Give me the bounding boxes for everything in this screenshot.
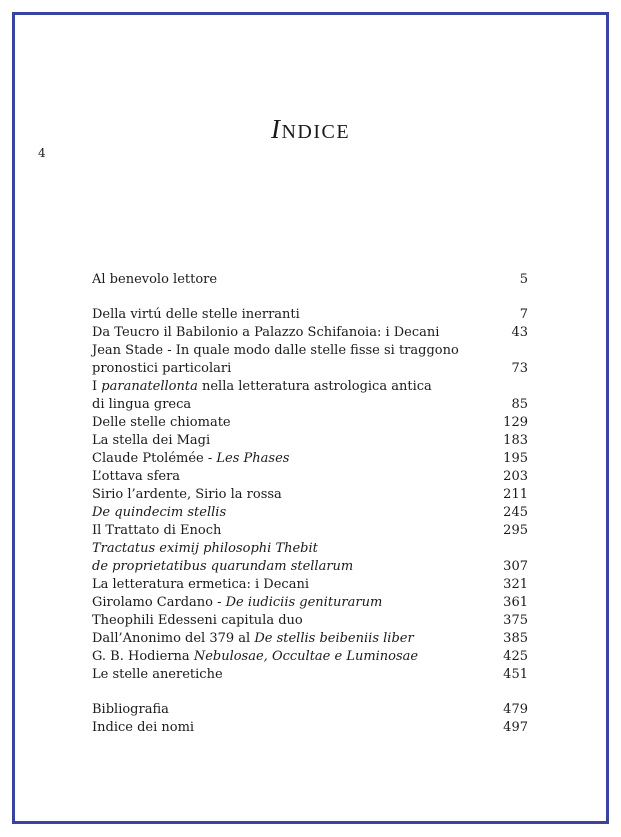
toc-entry-title bbox=[92, 324, 500, 342]
index-title bbox=[0, 114, 621, 145]
toc-entry-page: 245 bbox=[503, 505, 528, 520]
toc-entry-title-text: Claude Ptolémée - bbox=[92, 451, 217, 466]
toc-entry-title-italic: De stellis beibeniis liber bbox=[254, 631, 414, 646]
toc-entry bbox=[92, 450, 528, 468]
toc-entry-title bbox=[92, 396, 500, 414]
toc-entry bbox=[92, 594, 528, 612]
toc-entry-title bbox=[92, 612, 500, 630]
toc-entry-page: 85 bbox=[511, 397, 528, 412]
toc-entry-title-text: pronostici particolari bbox=[92, 361, 232, 376]
toc-entry-page: 497 bbox=[503, 720, 528, 735]
toc-entry-page: 451 bbox=[503, 667, 528, 682]
toc-entry-title bbox=[92, 306, 500, 324]
toc-entry-title-text: Theophili Edesseni capitula duo bbox=[92, 613, 303, 628]
toc-entry-title bbox=[92, 719, 500, 737]
toc-entry bbox=[92, 630, 528, 648]
toc-entry-page: 43 bbox=[511, 325, 528, 340]
toc-entry-title bbox=[92, 666, 500, 684]
toc-entry-title-text: Al benevolo lettore bbox=[92, 272, 218, 287]
toc-entry bbox=[92, 522, 528, 540]
toc-entry-title bbox=[92, 504, 500, 522]
toc-entry bbox=[92, 378, 528, 396]
toc-entry-title-italic: de proprietatibus quarundam stellarum bbox=[92, 559, 354, 574]
toc-entry bbox=[92, 666, 528, 684]
toc-entry-title-italic: Les Phases bbox=[216, 451, 290, 466]
toc-entry bbox=[92, 701, 528, 719]
toc-entry-title bbox=[92, 576, 500, 594]
toc-entry-page: 203 bbox=[503, 469, 528, 484]
toc-entry bbox=[92, 540, 528, 558]
toc-entry bbox=[92, 414, 528, 432]
title-initial: I bbox=[270, 114, 282, 144]
toc-entry-title-text: La letteratura ermetica: i Decani bbox=[92, 577, 309, 592]
toc-entry-page: 5 bbox=[519, 272, 528, 287]
toc-entry-title-italic: De quindecim stellis bbox=[92, 505, 227, 520]
toc-entry-page: 295 bbox=[503, 523, 528, 538]
toc-entry bbox=[92, 558, 528, 576]
toc-entry bbox=[92, 324, 528, 342]
toc-entry-title-text: di lingua greca bbox=[92, 397, 192, 412]
toc-entry-title-italic: paranatellonta bbox=[101, 379, 198, 394]
toc-entry bbox=[92, 360, 528, 378]
toc-entry-title bbox=[92, 630, 500, 648]
toc-entry-page: 479 bbox=[503, 702, 528, 717]
toc-entry-title bbox=[92, 594, 500, 612]
toc-entry-page: 375 bbox=[503, 613, 528, 628]
toc-entry-title-text: Le stelle aneretiche bbox=[92, 667, 223, 682]
toc-entry-title-text: Bibliografia bbox=[92, 702, 169, 717]
toc-entry-title bbox=[92, 522, 500, 540]
toc-entry-page: 321 bbox=[503, 577, 528, 592]
toc-entry-title-italic: De iudiciis geniturarum bbox=[225, 595, 383, 610]
toc-entry bbox=[92, 468, 528, 486]
toc-entry bbox=[92, 504, 528, 522]
toc-entry-title bbox=[92, 432, 500, 450]
toc-entry-title-text: Dall’Anonimo del 379 al bbox=[92, 631, 255, 646]
toc-entry-title-text: Sirio l’ardente, Sirio la rossa bbox=[92, 487, 282, 502]
toc-entry-page: 425 bbox=[503, 649, 528, 664]
toc-entry-title-text: Della virtú delle stelle inerranti bbox=[92, 307, 300, 322]
toc-entry-page: 183 bbox=[503, 433, 528, 448]
toc-entry-title-text: I bbox=[92, 379, 102, 394]
toc-entry-title bbox=[92, 360, 500, 378]
toc-entry bbox=[92, 719, 528, 737]
toc-entry bbox=[92, 342, 528, 360]
toc-entry bbox=[92, 648, 528, 666]
toc-entry-page: 385 bbox=[503, 631, 528, 646]
toc-entry-title-text: Indice dei nomi bbox=[92, 720, 195, 735]
toc-entry bbox=[92, 306, 528, 324]
toc-entry bbox=[92, 432, 528, 450]
toc-entry-title bbox=[92, 468, 500, 486]
toc-entry-title-text: Jean Stade - In quale modo dalle stelle fisse si traggono bbox=[92, 343, 459, 358]
toc-entry-page: 129 bbox=[503, 415, 528, 430]
toc-entry-title-text: L’ottava sfera bbox=[92, 469, 181, 484]
toc-entry-title-text: Girolamo Cardano - bbox=[92, 595, 226, 610]
toc-entry-title bbox=[92, 450, 500, 468]
toc-entry-title-text: Delle stelle chiomate bbox=[92, 415, 231, 430]
toc-entry-title-italic: Nebulosae, Occultae e Luminosae bbox=[193, 649, 419, 664]
toc-entry bbox=[92, 486, 528, 504]
toc-entry-title bbox=[92, 271, 500, 289]
toc-entry-title-italic: Tractatus eximij philosophi Thebit bbox=[92, 541, 318, 556]
toc-entry-title-text: G. B. Hodierna bbox=[92, 649, 194, 664]
toc-entry-page: 211 bbox=[503, 487, 528, 502]
toc-entry-title bbox=[92, 648, 500, 666]
toc-entry-page: 195 bbox=[503, 451, 528, 466]
toc-entry bbox=[92, 271, 528, 289]
toc-entry bbox=[92, 396, 528, 414]
toc-entry-title bbox=[92, 558, 500, 576]
toc-entry-page: 361 bbox=[503, 595, 528, 610]
toc-entry-title-text: La stella dei Magi bbox=[92, 433, 211, 448]
toc-entry-title-text: Da Teucro il Babilonio a Palazzo Schifanoia: i Decani bbox=[92, 325, 440, 340]
toc-entry-page: 7 bbox=[519, 307, 528, 322]
page-number: 4 bbox=[38, 146, 46, 160]
toc-entry-title-text: nella letteratura astrologica antica bbox=[197, 379, 432, 394]
toc-entry-page: 307 bbox=[503, 559, 528, 574]
toc-entry bbox=[92, 576, 528, 594]
toc-entry-title bbox=[92, 701, 500, 719]
toc-entry-title bbox=[92, 540, 500, 558]
toc-entry bbox=[92, 612, 528, 630]
toc-entry-title bbox=[92, 414, 500, 432]
toc-entry-title-text: Il Trattato di Enoch bbox=[92, 523, 222, 538]
title-rest: NDICE bbox=[281, 121, 351, 143]
toc-entry-page: 73 bbox=[511, 361, 528, 376]
table-of-contents bbox=[92, 271, 528, 737]
toc-entry-title bbox=[92, 378, 500, 396]
toc-entry-title bbox=[92, 342, 500, 360]
toc-entry-title bbox=[92, 486, 500, 504]
